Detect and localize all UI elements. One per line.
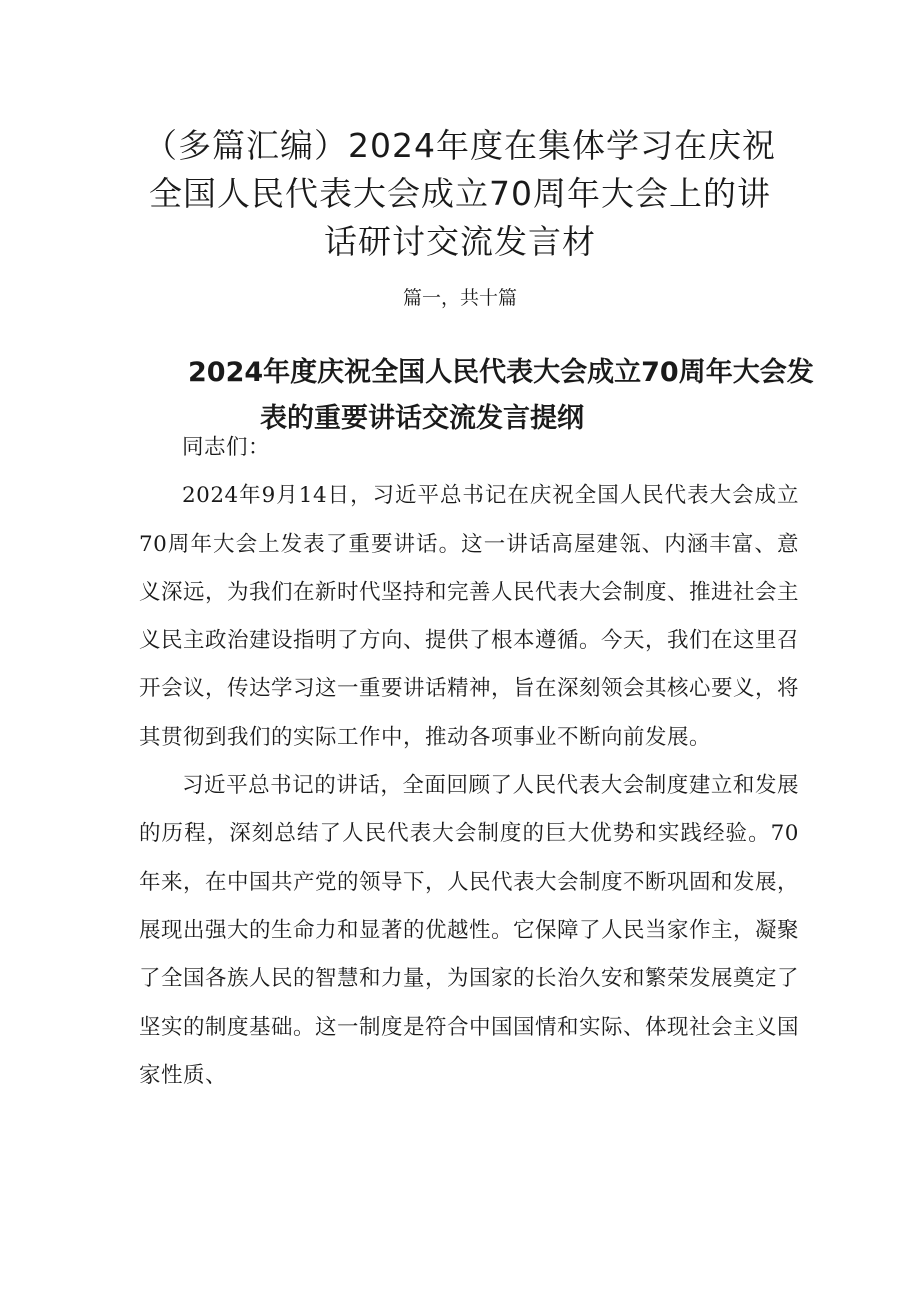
body-text: [139, 424, 799, 1100]
section-label: 篇一，共十篇: [402, 287, 517, 309]
paragraph-2: 习近平总书记的讲话，全面回顾了人民代表大会制度建立和发展的历程，深刻总结了人民代表大会制度的巨大优势和实践经验。70年来，在中国共产党的领导下，人民代表大会制度不断巩固和发展，展现出强大的生命力和显著的优越性。它保障了人民当家作主，凝聚了全国各族人民的智慧和力量，为国家的长治久安和繁荣发展奠定了坚实的制度基础。这一制度是符合中国国情和实际、体现社会主义国家性质、: [139, 773, 800, 1088]
document-title-line-2: 全国人民代表大会成立70周年大会上的讲: [149, 174, 771, 214]
document-title-line-1: （多篇汇编）2024年度在集体学习在庆祝: [144, 126, 776, 166]
section-title-line-1: 2024年度庆祝全国人民代表大会成立70周年大会发: [188, 357, 814, 389]
section-title-line-2: 表的重要讲话交流发言提纲: [260, 403, 584, 435]
salutation: 同志们：: [182, 435, 271, 460]
paragraph-1: 2024年9月14日，习近平总书记在庆祝全国人民代表大会成立70周年大会上发表了重要讲话。这一讲话高屋建瓴、内涵丰富、意义深远，为我们在新时代坚持和完善人民代表大会制度、推进社会主义民主政治建设指明了方向、提供了根本遵循。今天，我们在这里召开会议，传达学习这一重要讲话精神，旨在深刻领会其核心要义，将其贯彻到我们的实际工作中，推动各项事业不断向前发展。: [139, 483, 800, 750]
document-title: [130, 122, 790, 266]
document-title-line-3: 话研讨交流发言材: [324, 222, 596, 262]
